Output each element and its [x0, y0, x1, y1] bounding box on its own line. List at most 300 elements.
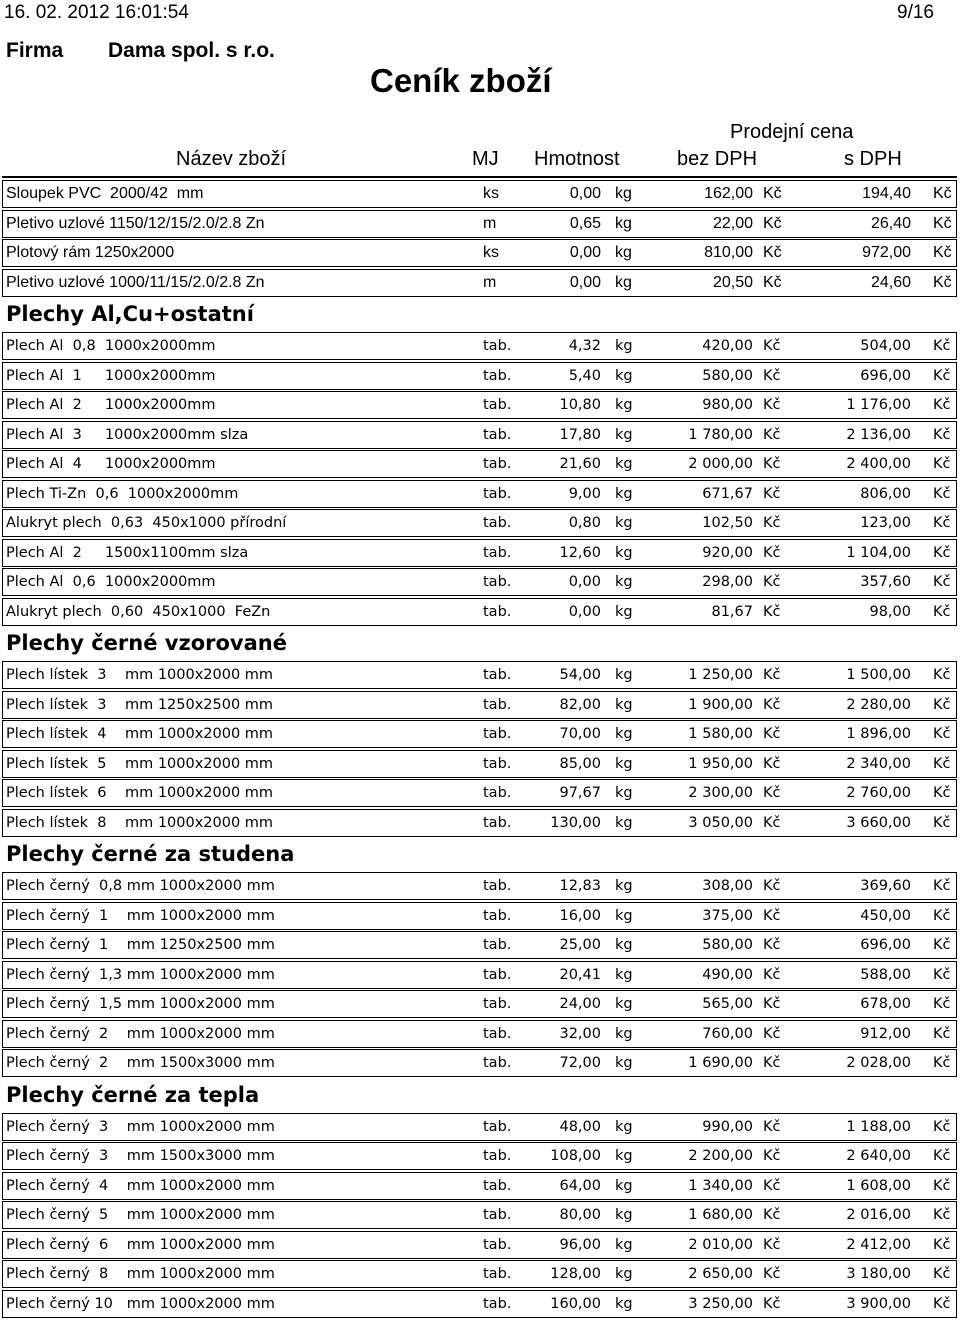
currency: Kč: [763, 1055, 781, 1071]
product-name: Plech lístek 4 mm 1000x2000 mm: [6, 726, 274, 742]
product-name: Plech černý 3 mm 1500x3000 mm: [6, 1148, 275, 1164]
unit: tab.: [483, 1118, 512, 1135]
currency: Kč: [763, 696, 781, 713]
currency: Kč: [763, 244, 782, 261]
table-row: [2, 872, 957, 900]
price-inc-vat: 369,60: [860, 878, 911, 894]
price-inc-vat: 2 412,00: [846, 1236, 911, 1253]
currency-vat: Kč: [933, 1177, 951, 1194]
price-inc-vat: 696,00: [860, 937, 911, 953]
weight-unit: kg: [615, 996, 633, 1012]
table-row: [2, 961, 957, 989]
price-ex-vat: 1 900,00: [688, 696, 753, 713]
weight-value: 32,00: [559, 1025, 601, 1042]
product-name: Plech lístek 8 mm 1000x2000 mm: [6, 814, 274, 831]
price-inc-vat: 98,00: [869, 603, 911, 620]
price-inc-vat: 194,40: [862, 185, 911, 202]
weight-unit: kg: [615, 244, 632, 261]
unit: tab.: [483, 814, 512, 831]
weight-value: 25,00: [559, 937, 601, 953]
table-row: [2, 180, 957, 208]
product-name: Plech černý 1 mm 1000x2000 mm: [6, 907, 275, 924]
currency: Kč: [763, 907, 781, 924]
currency-vat: Kč: [933, 1055, 951, 1071]
column-header-price-inc-vat: s DPH: [844, 148, 902, 170]
unit: tab.: [483, 1148, 512, 1164]
product-name: Plech Al 0,6 1000x2000mm: [6, 574, 216, 590]
price-ex-vat: 980,00: [702, 397, 753, 413]
product-name: Plech černý 2 mm 1000x2000 mm: [6, 1025, 275, 1042]
weight-unit: kg: [615, 1266, 633, 1282]
weight-value: 70,00: [559, 726, 601, 742]
table-row: [2, 1172, 957, 1200]
page-title: Ceník zboží: [370, 62, 552, 99]
currency: Kč: [763, 603, 781, 620]
weight-value: 128,00: [550, 1266, 601, 1282]
currency-vat: Kč: [933, 1266, 951, 1282]
table-row: [2, 931, 957, 959]
table-row: [2, 362, 957, 390]
table-row: [2, 720, 957, 748]
currency: Kč: [763, 996, 781, 1012]
price-ex-vat: 2 010,00: [688, 1236, 753, 1253]
table-row: [2, 750, 957, 778]
currency-vat: Kč: [933, 273, 952, 291]
price-ex-vat: 298,00: [702, 574, 753, 590]
weight-value: 9,00: [568, 485, 601, 502]
weight-value: 0,65: [569, 214, 601, 232]
unit: tab.: [483, 426, 512, 443]
product-name: Plech lístek 5 mm 1000x2000 mm: [6, 755, 274, 772]
unit: tab.: [483, 338, 512, 354]
price-ex-vat: 102,50: [702, 515, 753, 531]
product-name: Pletivo uzlové 1150/12/15/2.0/2.8 Zn: [6, 214, 265, 232]
currency-vat: Kč: [933, 1236, 951, 1253]
price-inc-vat: 696,00: [860, 367, 911, 384]
weight-value: 54,00: [559, 667, 601, 683]
weight-value: 20,41: [559, 966, 601, 983]
table-row: [2, 421, 957, 449]
currency: Kč: [763, 338, 781, 354]
weight-value: 160,00: [550, 1295, 601, 1312]
unit: tab.: [483, 996, 512, 1012]
table-row: [2, 1231, 957, 1259]
price-inc-vat: 2 028,00: [846, 1055, 911, 1071]
price-ex-vat: 565,00: [702, 996, 753, 1012]
currency-vat: Kč: [933, 696, 951, 713]
product-name: Plech černý 2 mm 1500x3000 mm: [6, 1055, 275, 1071]
table-row: [2, 779, 957, 807]
currency: Kč: [763, 397, 781, 413]
price-inc-vat: 3 660,00: [846, 814, 911, 831]
table-row: [2, 1201, 957, 1229]
price-inc-vat: 678,00: [860, 996, 911, 1012]
currency-vat: Kč: [933, 726, 951, 742]
unit: tab.: [483, 907, 512, 924]
price-inc-vat: 26,40: [870, 214, 911, 232]
unit: tab.: [483, 1025, 512, 1042]
currency: Kč: [763, 937, 781, 953]
product-name: Plech černý 8 mm 1000x2000 mm: [6, 1266, 275, 1282]
price-inc-vat: 2 640,00: [846, 1148, 911, 1164]
price-inc-vat: 504,00: [860, 338, 911, 354]
section-title: Plechy černé za tepla: [6, 1082, 260, 1107]
weight-unit: kg: [615, 273, 632, 291]
weight-unit: kg: [615, 1295, 633, 1312]
column-header-price-ex-vat: bez DPH: [677, 148, 758, 170]
weight-unit: kg: [615, 667, 633, 683]
product-name: Alukryt plech 0,60 450x1000 FeZn: [6, 603, 271, 620]
currency-vat: Kč: [933, 485, 951, 502]
product-name: Alukryt plech 0,63 450x1000 přírodní: [6, 515, 287, 531]
weight-value: 97,67: [559, 785, 601, 801]
unit: tab.: [483, 367, 512, 384]
unit: m: [483, 214, 497, 232]
weight-value: 12,60: [559, 544, 601, 561]
product-name: Plech lístek 3 mm 1000x2000 mm: [6, 667, 274, 683]
product-name: Plech Al 0,8 1000x2000mm: [6, 338, 216, 354]
price-ex-vat: 3 250,00: [688, 1295, 753, 1312]
product-name: Plech černý 0,8 mm 1000x2000 mm: [6, 878, 275, 894]
product-name: Plech černý 4 mm 1000x2000 mm: [6, 1177, 275, 1194]
table-row: [2, 1049, 957, 1077]
price-inc-vat: 912,00: [860, 1025, 911, 1042]
weight-value: 85,00: [559, 755, 601, 772]
product-name: Plech černý 1,3 mm 1000x2000 mm: [6, 966, 275, 983]
product-name: Sloupek PVC 2000/42 mm: [6, 185, 204, 202]
weight-value: 4,32: [568, 338, 601, 354]
weight-unit: kg: [615, 1207, 633, 1223]
price-ex-vat: 810,00: [704, 244, 753, 261]
price-inc-vat: 3 180,00: [846, 1266, 911, 1282]
currency-vat: Kč: [933, 1118, 951, 1135]
weight-unit: kg: [615, 515, 633, 531]
unit: tab.: [483, 544, 512, 561]
currency-vat: Kč: [933, 397, 951, 413]
currency: Kč: [763, 544, 781, 561]
product-name: Pletivo uzlové 1000/11/15/2.0/2.8 Zn: [6, 273, 265, 291]
section-title: Plechy černé vzorované: [6, 631, 287, 655]
currency-vat: Kč: [933, 814, 951, 831]
unit: tab.: [483, 1055, 512, 1071]
price-ex-vat: 490,00: [702, 966, 753, 983]
price-inc-vat: 357,60: [860, 574, 911, 590]
table-row: [2, 598, 957, 626]
price-list-table: [2, 180, 957, 1319]
product-name: Plech Al 3 1000x2000mm slza: [6, 426, 249, 443]
weight-value: 5,40: [568, 367, 601, 384]
price-ex-vat: 920,00: [702, 544, 753, 561]
price-inc-vat: 1 176,00: [846, 397, 911, 413]
currency-vat: Kč: [933, 574, 951, 590]
weight-unit: kg: [615, 214, 632, 232]
price-ex-vat: 1 780,00: [688, 426, 753, 443]
price-inc-vat: 972,00: [862, 244, 911, 261]
unit: tab.: [483, 696, 512, 713]
currency-vat: Kč: [933, 996, 951, 1012]
price-ex-vat: 3 050,00: [688, 814, 753, 831]
currency: Kč: [763, 1295, 781, 1312]
currency-vat: Kč: [933, 1025, 951, 1042]
unit: tab.: [483, 726, 512, 742]
product-name: Plech Ti-Zn 0,6 1000x2000mm: [6, 485, 239, 502]
currency-vat: Kč: [933, 338, 951, 354]
unit: m: [483, 273, 497, 291]
table-row: [2, 480, 957, 508]
table-row: [2, 1260, 957, 1288]
price-ex-vat: 580,00: [702, 937, 753, 953]
table-row: [2, 239, 957, 267]
price-inc-vat: 2 136,00: [846, 426, 911, 443]
weight-unit: kg: [615, 785, 633, 801]
unit: tab.: [483, 574, 512, 590]
currency-vat: Kč: [933, 755, 951, 772]
currency: Kč: [763, 456, 781, 472]
weight-unit: kg: [615, 367, 633, 384]
table-row: [2, 269, 957, 297]
currency-vat: Kč: [933, 185, 952, 202]
product-name: Plech černý 3 mm 1000x2000 mm: [6, 1118, 275, 1135]
price-ex-vat: 1 690,00: [688, 1055, 753, 1071]
product-name: Plech černý 1,5 mm 1000x2000 mm: [6, 996, 275, 1012]
header-divider: [2, 176, 957, 178]
weight-value: 0,00: [569, 273, 601, 291]
currency-vat: Kč: [933, 515, 951, 531]
product-name: Plech Al 2 1000x2000mm: [6, 397, 216, 413]
currency: Kč: [763, 515, 781, 531]
weight-unit: kg: [615, 603, 633, 620]
product-name: Plotový rám 1250x2000: [6, 244, 175, 261]
currency: Kč: [763, 667, 781, 683]
currency-vat: Kč: [933, 1148, 951, 1164]
currency: Kč: [763, 1025, 781, 1042]
column-header-name: Název zboží: [176, 148, 287, 170]
price-inc-vat: 806,00: [860, 485, 911, 502]
price-inc-vat: 2 760,00: [846, 785, 911, 801]
weight-value: 24,00: [559, 996, 601, 1012]
table-row: [2, 1290, 957, 1318]
table-row: [2, 1113, 957, 1141]
price-inc-vat: 1 188,00: [846, 1118, 911, 1135]
price-inc-vat: 1 500,00: [846, 667, 911, 683]
column-header-weight: Hmotnost: [534, 148, 620, 170]
section-title: Plechy Al,Cu+ostatní: [6, 302, 254, 326]
unit: tab.: [483, 397, 512, 413]
product-name: Plech černý 6 mm 1000x2000 mm: [6, 1236, 275, 1253]
product-name: Plech černý 5 mm 1000x2000 mm: [6, 1207, 275, 1223]
weight-value: 82,00: [559, 696, 601, 713]
weight-unit: kg: [615, 1148, 633, 1164]
table-row: [2, 691, 957, 719]
price-ex-vat: 671,67: [702, 485, 753, 502]
section-heading: [2, 1079, 957, 1113]
price-inc-vat: 2 340,00: [846, 755, 911, 772]
currency: Kč: [763, 755, 781, 772]
weight-unit: kg: [615, 907, 633, 924]
table-row: [2, 661, 957, 689]
currency: Kč: [763, 878, 781, 894]
weight-value: 0,00: [568, 603, 601, 620]
currency-vat: Kč: [933, 907, 951, 924]
currency: Kč: [763, 1118, 781, 1135]
weight-value: 0,00: [569, 244, 601, 261]
price-inc-vat: 1 608,00: [846, 1177, 911, 1194]
weight-unit: kg: [615, 1236, 633, 1253]
weight-unit: kg: [615, 1055, 633, 1071]
currency-vat: Kč: [933, 667, 951, 683]
price-ex-vat: 760,00: [702, 1025, 753, 1042]
currency-vat: Kč: [933, 966, 951, 983]
weight-unit: kg: [615, 456, 633, 472]
table-row: [2, 1020, 957, 1048]
section-heading: [2, 298, 957, 332]
product-name: Plech lístek 3 mm 1250x2500 mm: [6, 696, 274, 713]
currency: Kč: [763, 574, 781, 590]
print-timestamp: 16. 02. 2012 16:01:54: [4, 2, 189, 23]
product-name: Plech černý 10 mm 1000x2000 mm: [6, 1295, 275, 1312]
weight-value: 96,00: [559, 1236, 601, 1253]
weight-unit: kg: [615, 937, 633, 953]
product-name: Plech Al 1 1000x2000mm: [6, 367, 216, 384]
price-ex-vat: 81,67: [711, 603, 753, 620]
product-name: Plech Al 2 1500x1100mm slza: [6, 544, 249, 561]
unit: tab.: [483, 1236, 512, 1253]
currency-vat: Kč: [933, 544, 951, 561]
price-ex-vat: 308,00: [702, 878, 753, 894]
price-ex-vat: 2 000,00: [688, 456, 753, 472]
unit: tab.: [483, 785, 512, 801]
weight-value: 0,80: [568, 515, 601, 531]
weight-unit: kg: [615, 485, 633, 502]
weight-unit: kg: [615, 966, 633, 983]
weight-value: 64,00: [559, 1177, 601, 1194]
price-inc-vat: 588,00: [860, 966, 911, 983]
price-ex-vat: 375,00: [702, 907, 753, 924]
product-name: Plech černý 1 mm 1250x2500 mm: [6, 937, 275, 953]
weight-unit: kg: [615, 185, 632, 202]
price-ex-vat: 1 250,00: [688, 667, 753, 683]
weight-value: 16,00: [559, 907, 601, 924]
currency-vat: Kč: [933, 1295, 951, 1312]
price-ex-vat: 2 650,00: [688, 1266, 753, 1282]
unit: tab.: [483, 966, 512, 983]
section-title: Plechy černé za studena: [6, 842, 295, 866]
weight-unit: kg: [615, 1025, 633, 1042]
column-header-unit: MJ: [472, 148, 499, 170]
price-ex-vat: 20,50: [712, 273, 753, 291]
price-inc-vat: 450,00: [860, 907, 911, 924]
price-ex-vat: 162,00: [704, 185, 753, 202]
weight-unit: kg: [615, 544, 633, 561]
currency: Kč: [763, 214, 782, 232]
currency: Kč: [763, 426, 781, 443]
currency: Kč: [763, 367, 781, 384]
weight-value: 72,00: [559, 1055, 601, 1071]
price-inc-vat: 2 280,00: [846, 696, 911, 713]
price-ex-vat: 420,00: [702, 338, 753, 354]
currency-vat: Kč: [933, 456, 951, 472]
section-heading: [2, 627, 957, 661]
table-row: [2, 509, 957, 537]
currency-vat: Kč: [933, 785, 951, 801]
price-inc-vat: 2 400,00: [846, 456, 911, 472]
currency-vat: Kč: [933, 1207, 951, 1223]
weight-unit: kg: [615, 878, 633, 894]
table-row: [2, 450, 957, 478]
unit: tab.: [483, 456, 512, 472]
weight-value: 10,80: [559, 397, 601, 413]
table-row: [2, 990, 957, 1018]
currency: Kč: [763, 1207, 781, 1223]
price-ex-vat: 1 340,00: [688, 1177, 753, 1194]
unit: tab.: [483, 937, 512, 953]
weight-value: 108,00: [550, 1148, 601, 1164]
price-inc-vat: 1 104,00: [846, 544, 911, 561]
price-inc-vat: 2 016,00: [846, 1207, 911, 1223]
unit: tab.: [483, 1295, 512, 1312]
weight-unit: kg: [615, 426, 633, 443]
currency-vat: Kč: [933, 244, 952, 261]
unit: tab.: [483, 667, 512, 683]
currency-vat: Kč: [933, 367, 951, 384]
weight-value: 130,00: [550, 814, 601, 831]
company-name: Dama spol. s r.o.: [108, 39, 275, 62]
price-inc-vat: 3 900,00: [846, 1295, 911, 1312]
price-inc-vat: 123,00: [860, 515, 911, 531]
table-row: [2, 210, 957, 238]
currency: Kč: [763, 1148, 781, 1164]
table-row: [2, 809, 957, 837]
unit: tab.: [483, 1177, 512, 1194]
weight-unit: kg: [615, 338, 633, 354]
weight-unit: kg: [615, 1118, 633, 1135]
currency-vat: Kč: [933, 603, 951, 620]
currency: Kč: [763, 273, 782, 291]
unit: tab.: [483, 1266, 512, 1282]
weight-value: 0,00: [569, 185, 601, 202]
product-name: Plech lístek 6 mm 1000x2000 mm: [6, 785, 274, 801]
table-row: [2, 568, 957, 596]
page-number: 9/16: [897, 2, 934, 23]
currency: Kč: [763, 185, 782, 202]
currency: Kč: [763, 726, 781, 742]
weight-unit: kg: [615, 696, 633, 713]
unit: tab.: [483, 515, 512, 531]
weight-value: 12,83: [559, 878, 601, 894]
unit: ks: [483, 244, 499, 261]
table-row: [2, 539, 957, 567]
currency-vat: Kč: [933, 426, 951, 443]
weight-value: 17,80: [559, 426, 601, 443]
price-ex-vat: 2 200,00: [688, 1148, 753, 1164]
section-heading: [2, 838, 957, 872]
table-row: [2, 391, 957, 419]
weight-unit: kg: [615, 1177, 633, 1194]
weight-value: 0,00: [568, 574, 601, 590]
currency: Kč: [763, 485, 781, 502]
unit: tab.: [483, 755, 512, 772]
table-row: [2, 1142, 957, 1170]
unit: tab.: [483, 485, 512, 502]
weight-value: 80,00: [559, 1207, 601, 1223]
weight-unit: kg: [615, 574, 633, 590]
weight-unit: kg: [615, 397, 633, 413]
currency: Kč: [763, 785, 781, 801]
unit: tab.: [483, 603, 512, 620]
table-row: [2, 332, 957, 360]
price-ex-vat: 580,00: [702, 367, 753, 384]
unit: tab.: [483, 878, 512, 894]
